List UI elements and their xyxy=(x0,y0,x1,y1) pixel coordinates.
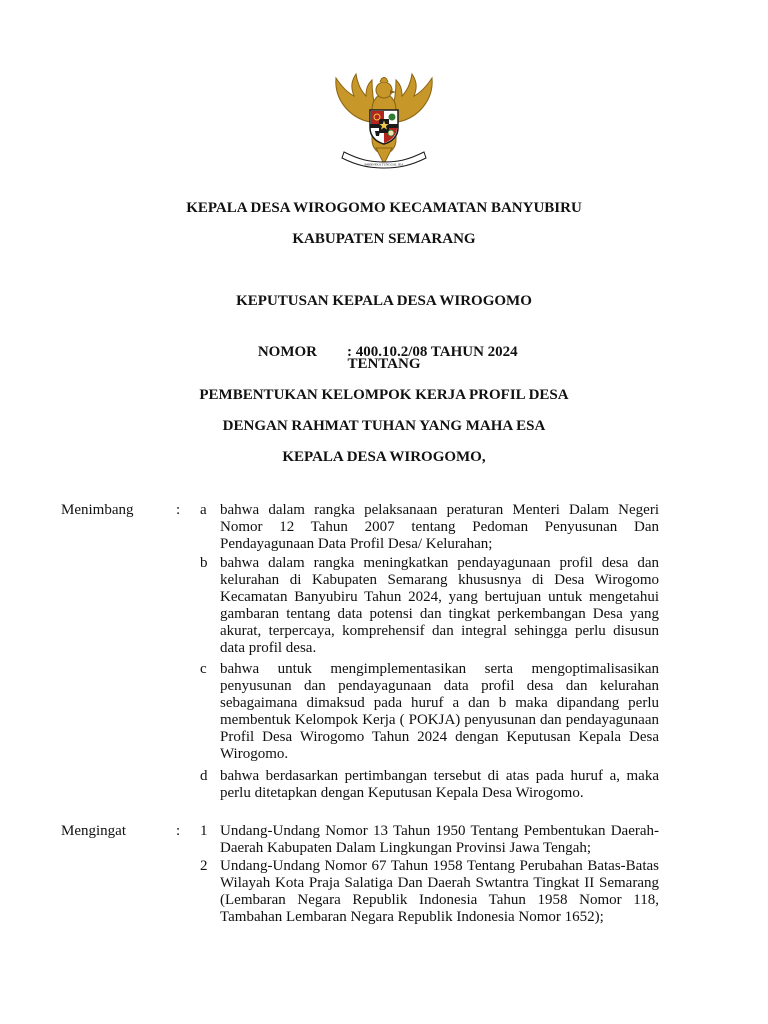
subject-title: PEMBENTUKAN KELOMPOK KERJA PROFIL DESA xyxy=(199,387,569,403)
official-title: KEPALA DESA WIROGOMO, xyxy=(282,449,486,465)
menimbang-item xyxy=(200,555,659,657)
nomor-value: : 400.10.2/08 TAHUN 2024 xyxy=(346,344,518,360)
item-marker: 2 xyxy=(200,858,208,874)
menimbang-colon: : xyxy=(176,502,181,518)
item-marker: c xyxy=(200,661,207,677)
rice-cotton-icon xyxy=(388,130,394,136)
header-line-2: KABUPATEN SEMARANG xyxy=(292,231,476,247)
menimbang-item xyxy=(200,502,659,553)
head-shape xyxy=(376,82,392,98)
menimbang-item xyxy=(200,768,659,802)
item-text: bahwa berdasarkan pertimbangan tersebut di atas pada huruf a, maka perlu ditetapkan dengan Keputusan Kepala Desa Wirogomo. xyxy=(220,768,659,801)
banyan-tree-icon xyxy=(389,114,396,121)
mengingat-item xyxy=(200,858,659,926)
mengingat-item xyxy=(200,823,659,857)
item-marker: a xyxy=(200,502,207,518)
item-text: bahwa dalam rangka pelaksanaan peraturan Menteri Dalam Negeri Nomor 12 Tahun 2007 tentang Pedoman Penyusunan Dan Pendayagunaan Data Profil Desa/ Kelurahan; xyxy=(220,502,659,552)
rahmat-line: DENGAN RAHMAT TUHAN YANG MAHA ESA xyxy=(222,418,546,434)
menimbang-label: Menimbang xyxy=(61,502,134,518)
mengingat-label: Mengingat xyxy=(61,823,126,839)
item-marker: d xyxy=(200,768,208,784)
garuda-pancasila-emblem-icon xyxy=(330,70,438,170)
menimbang-item xyxy=(200,661,659,763)
item-text: bahwa untuk mengimplementasikan serta mengoptimalisasikan penyusunan dan pendayagunaan data profil desa dan kelurahan sebagaimana dimaksud pada huruf a dan b maka dipandang perlu membentuk Kelompok Kerja ( POKJA) penyusunan dan pendayagunaan Profil Desa Wirogomo Tahun 2024 dengan Keputusan Kepala Desa Wirogomo. xyxy=(220,661,659,762)
motto-text: BHINNEKA TUNGGAL IKA xyxy=(364,162,404,167)
nomor-label: NOMOR xyxy=(257,344,317,360)
tentang-label: TENTANG xyxy=(347,356,421,372)
crest-shape xyxy=(380,78,388,83)
item-marker: 1 xyxy=(200,823,208,839)
item-text: Undang-Undang Nomor 13 Tahun 1950 Tentang Pembentukan Daerah-Daerah Kabupaten Dalam Lingkungan Provinsi Jawa Tengah; xyxy=(220,823,659,856)
item-marker: b xyxy=(200,555,208,571)
header-line-1: KEPALA DESA WIROGOMO KECAMATAN BANYUBIRU xyxy=(186,200,582,216)
mengingat-colon: : xyxy=(176,823,181,839)
item-text: Undang-Undang Nomor 67 Tahun 1958 Tentang Perubahan Batas-Batas Wilayah Kota Praja Salatiga Dan Daerah Swtantra Tingkat II Semarang (Lembaran Negara Republik Indonesia Tahun 1958 Nomor 118, Tambahan Lembaran Negara Republik Indonesia Nomor 1652); xyxy=(220,858,659,925)
decree-title: KEPUTUSAN KEPALA DESA WIROGOMO xyxy=(236,293,532,309)
item-text: bahwa dalam rangka meningkatkan pendayagunaan profil desa dan kelurahan di Kabupaten Semarang khususnya di Desa Wirogomo Kecamatan Banyubiru Tahun 2024, yang bertujuan untuk mengetahui gambaran tentang data potensi dan tingkat perkembangan Desa yang akurat, terpercaya, komprehensif dan integral sehingga perlu disusun data profil desa. xyxy=(220,555,659,656)
